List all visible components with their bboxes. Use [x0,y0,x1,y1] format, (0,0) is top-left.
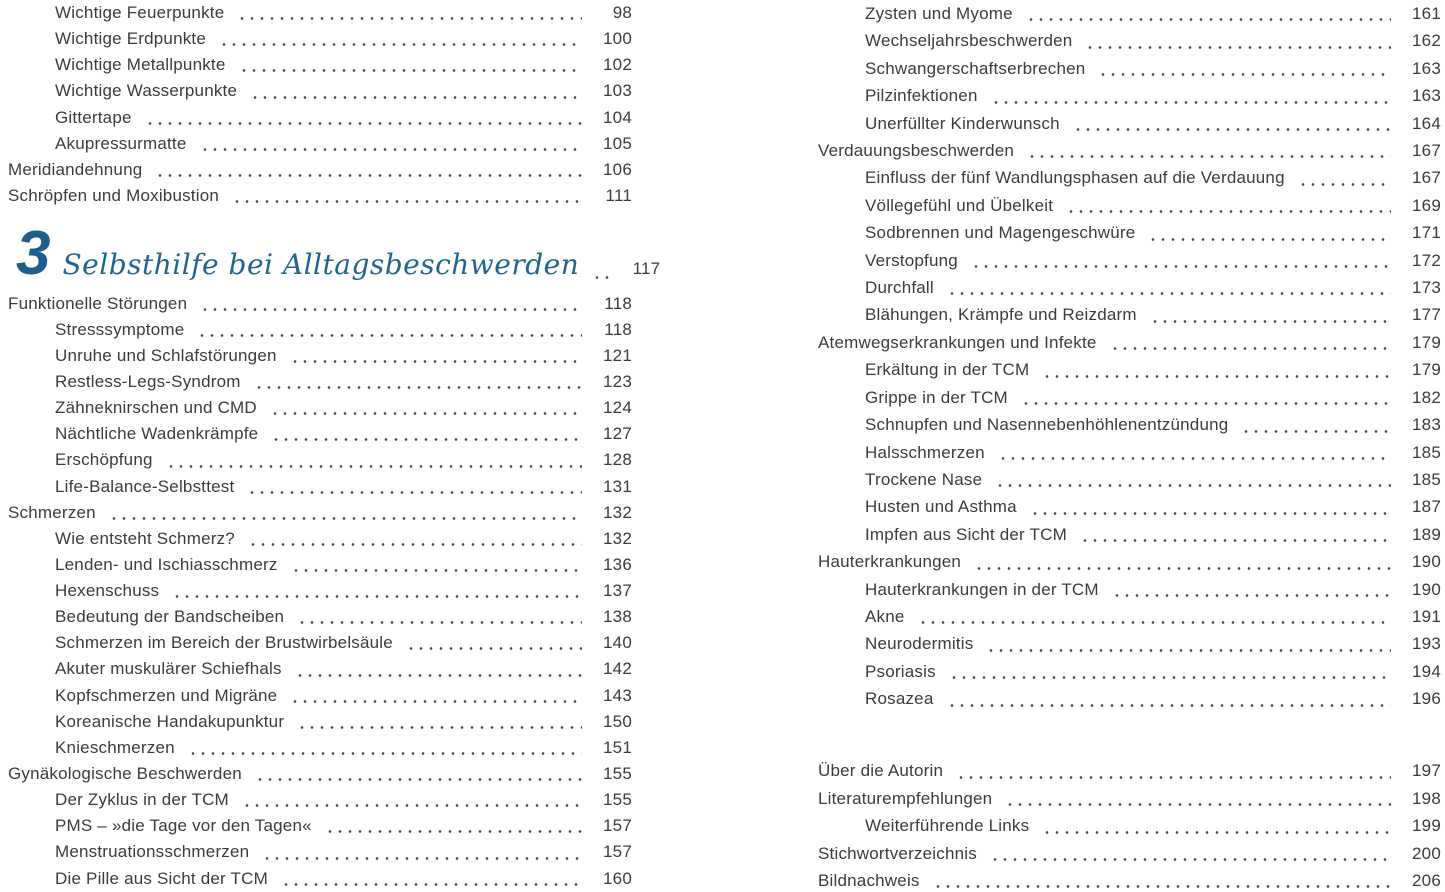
toc-entry-label: Wichtige Erdpunkte [55,29,207,49]
dot-leader [947,292,1391,295]
toc-entry [8,526,632,552]
dot-leader [947,704,1392,707]
dot-leader [166,465,582,468]
toc-entry-page: 136 [603,554,632,574]
dot-leader [1298,183,1391,186]
toc-entry-page: 142 [603,659,632,679]
dot-leader [172,595,582,598]
toc-entry-label: Psoriasis [865,661,936,681]
toc-entry-page: 128 [603,450,632,470]
toc-entry-label: Wichtige Wasserpunkte [55,81,238,101]
toc-entry-label: Akuter muskulärer Schiefhals [55,659,282,679]
toc-entry [8,131,632,157]
toc-entry [818,867,1441,892]
toc-entry-label: Schwangerschaftserbrechen [865,58,1086,78]
dot-leader [295,674,582,677]
toc-entry [818,603,1441,630]
dot-leader [1042,375,1391,378]
dot-leader [998,457,1391,460]
toc-entry [8,343,632,369]
toc-entry [818,0,1441,27]
dot-leader [1110,347,1391,350]
toc-entry-page: 160 [603,868,632,888]
toc-entry-page: 169 [1412,195,1441,215]
toc-entry [8,866,632,892]
toc-entry-page: 183 [1412,415,1441,435]
toc-entry-page: 177 [1412,305,1441,325]
toc-entry [818,576,1441,603]
toc-left-page [8,0,661,892]
toc-entry-page: 98 [612,3,632,22]
toc-entry [8,656,632,682]
dot-leader [974,567,1391,570]
chapter-title: Selbsthilfe bei Alltagsbeschwerden [62,248,580,282]
toc-entry-page: 167 [1412,141,1441,161]
toc-entry [818,658,1441,685]
toc-entry-label: Hauterkrankungen in der TCM [865,579,1099,599]
dot-leader [248,543,582,546]
toc-entry-label: Erschöpfung [55,450,153,470]
toc-entry-page: 194 [1412,661,1441,681]
toc-entry-page: 185 [1412,469,1441,489]
toc-entry-label: Weiterführende Links [865,816,1030,836]
toc-entry-page: 150 [603,711,632,731]
toc-entry-label: Life-Balance-Selbsttest [55,476,235,496]
toc-entry [818,521,1441,548]
toc-entry [818,192,1441,219]
toc-entry-page: 200 [1412,843,1441,863]
toc-entry-page: 118 [604,319,632,339]
toc-entry-label: Unerfüllter Kinderwunsch [865,113,1060,133]
toc-entry-page: 171 [1412,223,1441,243]
dot-leader [1005,803,1391,806]
toc-entry-label: Koreanische Handakupunktur [55,711,285,731]
toc-list-left-top [8,0,632,209]
toc-entry [818,82,1441,109]
toc-entry-label: Meridiandehnung [8,159,143,179]
toc-entry [8,735,632,761]
toc-entry-page: 197 [1412,761,1441,781]
toc-entry-label: Stichwortverzeichnis [818,843,977,863]
toc-entry-page: 163 [1412,58,1441,78]
dot-leader [197,334,582,337]
toc-entry [818,785,1441,812]
toc-entry-page: 105 [603,133,632,153]
toc-entry-label: Erkältung in der TCM [865,360,1030,380]
dot-leader [145,122,582,125]
toc-entry-page: 123 [603,371,632,391]
toc-entry-label: Wie entsteht Schmerz? [55,528,235,548]
dot-leader [250,96,582,99]
toc-entry-page: 187 [1412,497,1441,517]
toc-entry-page: 157 [603,816,632,836]
toc-entry-page: 162 [1412,31,1441,51]
toc-entry-page: 127 [603,424,632,444]
dot-leader [592,276,610,279]
toc-entry-label: Schmerzen im Bereich der Brustwirbelsäule [55,633,393,653]
dot-leader [971,265,1391,268]
dot-leader [986,649,1391,652]
toc-entry-label: Gittertape [55,107,132,127]
dot-leader [1021,402,1391,405]
toc-entry [8,26,632,52]
toc-entry-page: 206 [1412,870,1441,890]
toc-entry-label: Neurodermitis [865,634,974,654]
toc-entry-page: 132 [603,528,632,548]
toc-entry [8,500,632,526]
dot-leader [291,569,582,572]
toc-entry [8,630,632,656]
toc-entry-page: 196 [1412,689,1441,709]
dot-leader [262,857,582,860]
toc-entry-label: Menstruationsschmerzen [55,842,250,862]
toc-entry-page: 179 [1412,360,1441,380]
toc-entry [8,474,632,500]
dot-leader [956,776,1391,779]
dot-leader [239,69,583,72]
toc-entry [8,552,632,578]
toc-entry-label: Der Zyklus in der TCM [55,790,229,810]
dot-leader [297,621,582,624]
toc-entry [818,329,1441,356]
toc-entry [818,27,1441,54]
dot-leader [1150,320,1391,323]
toc-entry-label: Pilzinfektionen [865,86,978,106]
toc-entry [8,317,632,343]
dot-leader [188,752,582,755]
toc-entry-label: Rosazea [865,689,934,709]
toc-entry-label: Völlegefühl und Übelkeit [865,195,1054,215]
toc-entry-label: Akne [865,606,905,626]
dot-leader [1085,46,1391,49]
toc-entry [818,411,1441,438]
toc-entry-label: Impfen aus Sicht der TCM [865,524,1067,544]
dot-leader [1098,73,1391,76]
toc-entry-page: 151 [603,737,632,757]
toc-entry-page: 118 [604,293,632,313]
toc-entry [8,52,632,78]
toc-entry-page: 100 [603,29,632,49]
toc-list-right-main [818,0,1441,713]
dot-leader [109,517,582,520]
toc-entry-label: Wichtige Metallpunkte [55,55,226,75]
dot-leader [255,778,582,781]
toc-entry [8,839,632,865]
toc-entry [8,813,632,839]
toc-entry [818,110,1441,137]
toc-entry [818,812,1441,839]
toc-entry-page: 111 [605,185,632,205]
dot-leader [1027,155,1391,158]
toc-entry [8,157,632,183]
dot-leader [918,621,1391,624]
toc-right-page [818,0,1441,892]
toc-entry-page: 132 [603,502,632,522]
toc-entry [8,78,632,104]
toc-entry-label: Husten und Asthma [865,497,1017,517]
toc-entry [818,439,1441,466]
toc-entry-label: Hauterkrankungen [818,552,962,572]
chapter-page-number: 117 [632,259,661,279]
toc-entry [818,274,1441,301]
dot-leader [1073,128,1391,131]
toc-entry-page: 173 [1412,278,1441,298]
toc-entry [8,683,632,709]
toc-entry-label: Restless-Legs-Syndrom [55,371,241,391]
dot-leader [270,412,582,415]
toc-entry-label: Die Pille aus Sicht der TCM [55,868,268,888]
toc-entry-page: 102 [603,55,632,75]
toc-entry-page: 191 [1412,606,1441,626]
toc-entry-label: Knieschmerzen [55,737,175,757]
dot-leader [991,101,1391,104]
toc-entry-label: Literaturempfehlungen [818,788,993,808]
toc-entry-page: 167 [1412,168,1441,188]
dot-leader [1112,594,1391,597]
toc-entry [8,447,632,473]
dot-leader [281,883,582,886]
toc-entry-label: Nächtliche Wadenkrämpfe [55,424,259,444]
toc-entry-page: 185 [1412,442,1441,462]
toc-entry-page: 190 [1412,579,1441,599]
chapter-heading [8,209,661,290]
dot-leader [990,858,1391,861]
toc-list-right-footer [818,757,1441,892]
toc-entry [8,369,632,395]
toc-entry-label: Verstopfung [865,250,958,270]
dot-leader [200,148,583,151]
toc-entry-page: 155 [603,764,632,784]
dot-leader [290,360,582,363]
dot-leader [949,676,1391,679]
toc-entry-label: Zähneknirschen und CMD [55,398,257,418]
toc-entry [818,164,1441,191]
dot-leader [242,804,582,807]
dot-leader [1066,210,1391,213]
toc-entry-page: 182 [1412,387,1441,407]
toc-entry-label: Sodbrennen und Magengeschwüre [865,223,1136,243]
toc-entry-page: 163 [1412,86,1441,106]
toc-entry-label: Verdauungsbeschwerden [818,141,1015,161]
dot-leader [1026,18,1391,21]
toc-entry-page: 137 [603,581,632,601]
toc-entry-page: 121 [603,345,632,365]
toc-list-left-main [8,291,632,892]
toc-entry [818,757,1441,784]
toc-entry-label: Lenden- und Ischiasschmerz [55,554,278,574]
toc-entry [8,0,632,26]
dot-leader [1030,512,1391,515]
toc-entry-page: 161 [1412,4,1441,23]
dot-leader [254,386,582,389]
dot-leader [1080,539,1391,542]
toc-entry-label: Über die Autorin [818,761,944,781]
toc-entry-page: 155 [603,790,632,810]
toc-entry [818,247,1441,274]
toc-entry [8,183,632,209]
toc-entry-label: Wichtige Feuerpunkte [55,3,225,22]
toc-entry-page: 106 [603,159,632,179]
toc-entry-page: 172 [1412,250,1441,270]
toc-entry-page: 164 [1412,113,1441,133]
toc-entry [818,55,1441,82]
toc-entry-page: 103 [603,81,632,101]
toc-entry [8,709,632,735]
dot-leader [247,491,582,494]
toc-entry-label: Bildnachweis [818,870,920,890]
toc-entry [818,301,1441,328]
toc-entry [8,291,632,317]
toc-entry-page: 104 [603,107,632,127]
toc-entry-page: 140 [603,633,632,653]
dot-leader [1241,430,1391,433]
toc-entry [818,685,1441,712]
dot-leader [200,308,582,311]
dot-leader [237,17,582,20]
toc-entry [818,384,1441,411]
toc-entry-page: 190 [1412,552,1441,572]
toc-entry-label: Wechseljahrsbeschwerden [865,31,1073,51]
toc-entry [8,761,632,787]
dot-leader [290,700,582,703]
toc-entry-label: Atemwegserkrankungen und Infekte [818,332,1097,352]
toc-entry-page: 198 [1412,788,1441,808]
toc-entry-page: 199 [1412,816,1441,836]
toc-entry [8,421,632,447]
dot-leader [271,438,582,441]
toc-entry-label: Durchfall [865,278,934,298]
dot-leader [1148,238,1391,241]
dot-leader [232,200,582,203]
toc-entry [8,395,632,421]
toc-entry-label: Schröpfen und Moxibustion [8,185,220,205]
dot-leader [297,726,582,729]
toc-entry-label: Akupressurmatte [55,133,187,153]
toc-entry-label: Zysten und Myome [865,4,1013,23]
dot-leader [325,830,582,833]
toc-entry-label: Funktionelle Störungen [8,293,188,313]
dot-leader [155,174,582,177]
toc-entry-label: Einfluss der fünf Wandlungsphasen auf die Verdauung [865,168,1285,188]
toc-entry-page: 157 [603,842,632,862]
toc-entry [818,840,1441,867]
toc-entry-label: PMS – »die Tage vor den Tagen« [55,816,312,836]
toc-entry-label: Halsschmerzen [865,442,985,462]
toc-entry-label: Grippe in der TCM [865,387,1008,407]
toc-entry [8,105,632,131]
toc-entry-label: Bedeutung der Bandscheiben [55,607,285,627]
toc-entry-page: 143 [603,685,632,705]
toc-entry [818,630,1441,657]
toc-entry-page: 193 [1412,634,1441,654]
toc-entry-label: Blähungen, Krämpfe und Reizdarm [865,305,1137,325]
toc-entry [8,578,632,604]
toc-entry-label: Unruhe und Schlafstörungen [55,345,277,365]
toc-entry [8,604,632,630]
toc-entry-label: Schmerzen [8,502,96,522]
toc-entry-label: Trockene Nase [865,469,983,489]
toc-entry-page: 179 [1412,332,1441,352]
dot-leader [406,647,582,650]
dot-leader [1042,831,1391,834]
toc-entry-label: Schnupfen und Nasennebenhöhlenentzündung [865,415,1229,435]
toc-entry-label: Gynäkologische Beschwerden [8,764,242,784]
toc-entry [818,466,1441,493]
toc-entry [818,356,1441,383]
toc-entry [818,548,1441,575]
toc-entry [818,219,1441,246]
toc-entry-label: Stresssymptome [55,319,185,339]
toc-entry-page: 124 [603,398,632,418]
toc-entry-label: Hexenschuss [55,581,160,601]
toc-entry [818,137,1441,164]
toc-entry-page: 138 [603,607,632,627]
dot-leader [995,484,1391,487]
toc-entry [818,493,1441,520]
chapter-number: 3 [16,219,51,289]
dot-leader [933,885,1391,888]
dot-leader [219,43,582,46]
toc-entry-label: Kopfschmerzen und Migräne [55,685,278,705]
toc-entry-page: 131 [603,476,632,496]
toc-entry-page: 189 [1412,524,1441,544]
toc-entry [8,787,632,813]
